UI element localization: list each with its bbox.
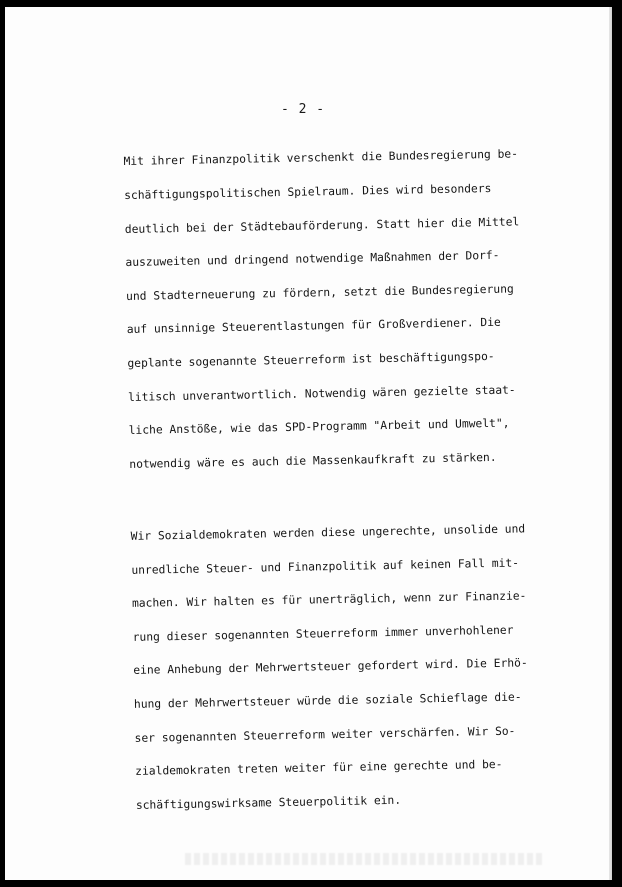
page-number: - 2 -: [281, 102, 326, 117]
text-line: zialdemokraten treten weiter für eine gerechte und be-: [135, 758, 503, 779]
text-line: deutlich bei der Städtebauförderung. Statt hier die Mittel: [124, 215, 520, 236]
text-line: und Stadterneuerung zu fördern, setzt die Bundesregierung: [125, 282, 514, 303]
text-line: machen. Wir halten es für unerträglich, wenn zur Finanzie-: [131, 589, 527, 611]
text-line: geplante sogenannte Steuerreform ist beschäftigungspo-: [127, 349, 495, 371]
text-line: auf unsinnige Steuerentlastungen für Großverdiener. Die: [126, 316, 501, 337]
show-through-text: [185, 853, 545, 865]
paragraph-1: [123, 126, 550, 492]
text-line: auszuweiten und dringend notwendige Maßnahmen der Dorf-: [125, 249, 500, 270]
text-line: rung dieser sogenannten Steuerreform immer unverhohlener: [132, 623, 514, 644]
paragraph-2: [130, 500, 556, 833]
text-line: notwendig wäre es auch die Massenkaufkraft zu stärken.: [129, 450, 497, 471]
text-line: ser sogenannten Steuerreform weiter verschärfen. Wir So-: [134, 724, 516, 745]
scan-edge: [609, 7, 612, 880]
text-line: hung der Mehrwertsteuer würde die soziale Schieflage die-: [133, 690, 522, 711]
text-line: eine Anhebung der Mehrwertsteuer gefordert wird. Die Erhö-: [133, 656, 528, 678]
text-line: liche Anstöße, wie das SPD-Programm "Arbeit und Umwelt",: [128, 416, 510, 438]
text-line: Wir Sozialdemokraten werden diese ungerechte, unsolide und: [130, 522, 526, 543]
text-line: litisch unverantwortlich. Notwendig wären gezielte staat-: [127, 383, 516, 404]
document-page: [5, 7, 612, 880]
text-line: Mit ihrer Finanzpolitik verschenkt die Bundesregierung be-: [123, 147, 519, 169]
text-line: unredliche Steuer- und Finanzpolitik auf keinen Fall mit-: [131, 555, 520, 577]
text-line: schäftigungswirksame Steuerpolitik ein.: [135, 793, 402, 812]
text-line: schäftigungspolitischen Spielraum. Dies wird besonders: [124, 181, 492, 203]
document-body: [123, 126, 556, 833]
